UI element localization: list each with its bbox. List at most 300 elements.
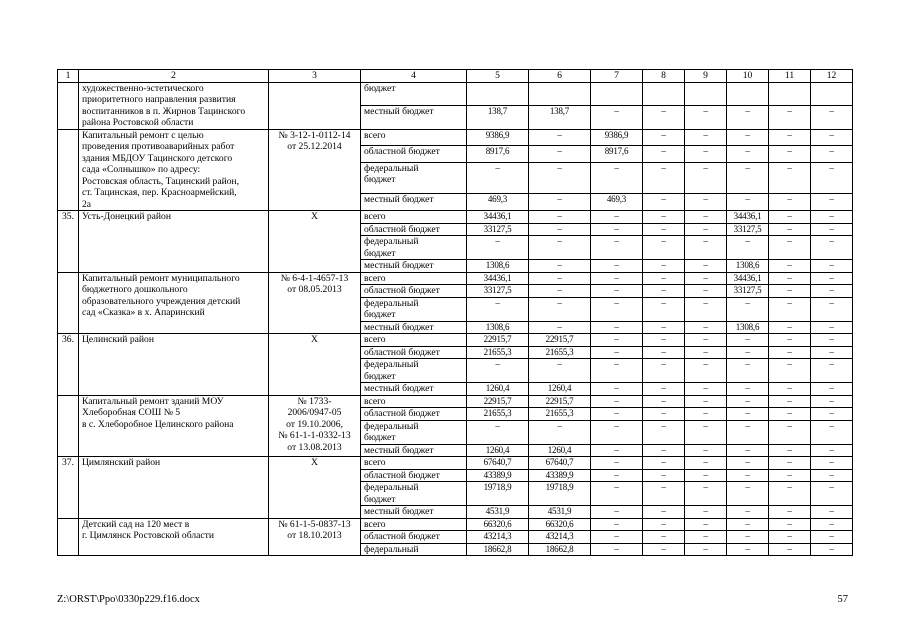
amount-cell: – [769,506,811,519]
amount-cell: – [811,162,853,194]
funding-source: местный бюджет [361,444,467,457]
amount-cell: – [811,469,853,482]
column-number: 10 [727,70,769,83]
amount-cell [727,82,769,106]
amount-cell: – [811,321,853,334]
amount-cell: 4531,9 [529,506,591,519]
amount-cell: 1308,6 [727,321,769,334]
amount-cell: – [811,444,853,457]
amount-cell: – [643,223,685,236]
amount-cell: – [643,236,685,260]
amount-cell: – [685,260,727,273]
amount-cell: – [591,531,643,544]
amount-cell: – [591,518,643,531]
amount-cell [643,82,685,106]
amount-cell: – [769,383,811,396]
amount-cell: 22915,7 [467,395,529,408]
amount-cell: – [727,129,769,146]
amount-cell: 4531,9 [467,506,529,519]
table-row [58,518,853,531]
amount-cell: 1308,6 [727,260,769,273]
amount-cell: – [643,106,685,130]
amount-cell: – [727,531,769,544]
amount-cell: 18662,8 [529,543,591,556]
amount-cell: – [685,346,727,359]
amount-cell: – [591,297,643,321]
amount-cell: – [769,457,811,470]
amount-cell: – [643,334,685,347]
column-number: 2 [79,70,269,83]
amount-cell [467,82,529,106]
funding-source: местный бюджет [361,260,467,273]
amount-cell: – [811,334,853,347]
amount-cell: – [529,223,591,236]
amount-cell: 469,3 [467,194,529,211]
amount-cell: – [643,211,685,224]
amount-cell: – [591,395,643,408]
object-name: Капитальный ремонт с целью проведения противоаварийных работ здания МБДОУ Тацинского детского сада «Солнышко» по адресу: Ростовская область, Тацинский район, ст. Тацинская, пер. Красноармейский, 2а [79,129,269,211]
amount-cell: – [769,223,811,236]
document-reference: Х [269,211,361,273]
amount-cell: 138,7 [467,106,529,130]
amount-cell: – [467,162,529,194]
amount-cell: – [643,321,685,334]
item-number: 37. [58,457,79,519]
amount-cell: – [811,482,853,506]
amount-cell: – [769,211,811,224]
amount-cell: – [467,297,529,321]
column-number: 7 [591,70,643,83]
amount-cell: – [811,146,853,163]
amount-cell: – [769,285,811,298]
amount-cell: 66320,6 [529,518,591,531]
amount-cell: – [643,408,685,421]
amount-cell: – [643,359,685,383]
amount-cell: 21655,3 [467,346,529,359]
amount-cell: – [467,236,529,260]
amount-cell: – [769,321,811,334]
amount-cell: – [591,106,643,130]
amount-cell: – [643,346,685,359]
table-row [58,395,853,408]
amount-cell: 33127,5 [467,285,529,298]
amount-cell: – [643,146,685,163]
object-name: Усть-Донецкий район [79,211,269,273]
amount-cell: – [769,531,811,544]
amount-cell: – [811,395,853,408]
amount-cell: – [727,518,769,531]
amount-cell: – [811,346,853,359]
column-number: 6 [529,70,591,83]
amount-cell: – [643,420,685,444]
amount-cell: – [769,469,811,482]
amount-cell: – [685,211,727,224]
funding-source: федеральный бюджет [361,482,467,506]
amount-cell: – [685,272,727,285]
amount-cell: – [685,162,727,194]
funding-source: местный бюджет [361,194,467,211]
amount-cell: – [591,408,643,421]
funding-source: областной бюджет [361,146,467,163]
amount-cell: – [643,531,685,544]
amount-cell: – [811,106,853,130]
amount-cell: – [685,321,727,334]
amount-cell: – [529,194,591,211]
funding-source: местный бюджет [361,383,467,396]
funding-source: областной бюджет [361,346,467,359]
amount-cell: – [467,420,529,444]
amount-cell: 43214,3 [529,531,591,544]
amount-cell: – [811,129,853,146]
page-number: 57 [837,594,848,605]
amount-cell: – [529,359,591,383]
funding-source: областной бюджет [361,285,467,298]
amount-cell: – [685,420,727,444]
amount-cell: – [727,482,769,506]
column-number: 4 [361,70,467,83]
amount-cell: – [685,531,727,544]
amount-cell: – [529,285,591,298]
amount-cell: 1260,4 [529,383,591,396]
amount-cell: – [811,236,853,260]
amount-cell: – [685,383,727,396]
amount-cell: – [591,334,643,347]
table-row [58,457,853,470]
amount-cell: – [685,359,727,383]
funding-source: областной бюджет [361,531,467,544]
amount-cell: – [727,236,769,260]
amount-cell: – [591,444,643,457]
amount-cell: – [529,297,591,321]
document-reference: № 61-1-5-0837-13 от 18.10.2013 [269,518,361,556]
amount-cell: 43389,9 [529,469,591,482]
amount-cell: – [591,482,643,506]
funding-source: федеральный бюджет [361,420,467,444]
amount-cell: 34436,1 [727,272,769,285]
amount-cell: – [727,457,769,470]
amount-cell: – [591,236,643,260]
amount-cell: – [529,211,591,224]
amount-cell: – [769,543,811,556]
amount-cell: – [591,457,643,470]
amount-cell: – [591,321,643,334]
amount-cell: – [811,194,853,211]
amount-cell: 21655,3 [529,408,591,421]
amount-cell: – [727,194,769,211]
amount-cell: – [769,482,811,506]
amount-cell: – [769,162,811,194]
funding-source: местный бюджет [361,506,467,519]
amount-cell: 138,7 [529,106,591,130]
amount-cell: – [685,285,727,298]
amount-cell: – [685,457,727,470]
object-name: Цимлянский район [79,457,269,519]
amount-cell: – [811,272,853,285]
column-number: 1 [58,70,79,83]
amount-cell: – [811,518,853,531]
amount-cell: 1260,4 [467,383,529,396]
amount-cell: – [769,146,811,163]
funding-source: федеральный бюджет [361,359,467,383]
funding-source: всего [361,211,467,224]
table-row [58,82,853,106]
amount-cell: 34436,1 [467,272,529,285]
amount-cell: – [643,162,685,194]
amount-cell: – [685,408,727,421]
object-name: Капитальный ремонт муниципального бюджетного дошкольного образовательного учреждения детский сад «Сказка» в х. Апаринский [79,272,269,334]
amount-cell: – [769,359,811,383]
document-reference: Х [269,334,361,396]
amount-cell: – [727,359,769,383]
amount-cell: – [643,506,685,519]
amount-cell: 8917,6 [591,146,643,163]
amount-cell: – [591,346,643,359]
funding-source: бюджет [361,82,467,106]
amount-cell: 8917,6 [467,146,529,163]
amount-cell: – [769,260,811,273]
amount-cell: 43389,9 [467,469,529,482]
amount-cell: 66320,6 [467,518,529,531]
amount-cell: – [811,420,853,444]
amount-cell: – [643,285,685,298]
amount-cell: – [769,346,811,359]
amount-cell: – [727,297,769,321]
amount-cell: – [685,444,727,457]
funding-source: областной бюджет [361,469,467,482]
amount-cell: 22915,7 [467,334,529,347]
funding-source: всего [361,272,467,285]
amount-cell: – [643,395,685,408]
column-number: 8 [643,70,685,83]
amount-cell: – [811,260,853,273]
amount-cell: – [727,395,769,408]
funding-source: областной бюджет [361,408,467,421]
table-row [58,211,853,224]
amount-cell: – [591,359,643,383]
amount-cell: – [643,194,685,211]
amount-cell: – [591,162,643,194]
amount-cell: – [685,482,727,506]
header-row [58,70,853,83]
funding-source: всего [361,457,467,470]
item-number [58,395,79,457]
amount-cell: – [529,146,591,163]
amount-cell: – [685,297,727,321]
amount-cell: – [811,285,853,298]
amount-cell: – [769,129,811,146]
amount-cell: – [591,543,643,556]
amount-cell: – [811,383,853,396]
amount-cell: – [529,236,591,260]
amount-cell: 1308,6 [467,260,529,273]
amount-cell: 9386,9 [591,129,643,146]
amount-cell [529,82,591,106]
amount-cell: – [769,106,811,130]
funding-source: федеральный бюджет [361,297,467,321]
amount-cell: 33127,5 [727,285,769,298]
amount-cell: – [529,272,591,285]
amount-cell [811,82,853,106]
amount-cell: 34436,1 [727,211,769,224]
amount-cell: – [811,408,853,421]
amount-cell: – [685,543,727,556]
amount-cell: – [591,211,643,224]
amount-cell: 19718,9 [467,482,529,506]
amount-cell: – [529,129,591,146]
amount-cell: – [643,543,685,556]
amount-cell: 22915,7 [529,395,591,408]
funding-source: федеральный бюджет [361,162,467,194]
amount-cell: – [811,223,853,236]
amount-cell: – [727,506,769,519]
amount-cell: – [529,420,591,444]
amount-cell: – [685,236,727,260]
object-name: Детский сад на 120 мест в г. Цимлянск Ростовской области [79,518,269,556]
amount-cell: 1260,4 [529,444,591,457]
amount-cell: – [685,129,727,146]
amount-cell: – [643,260,685,273]
amount-cell: – [727,543,769,556]
amount-cell: – [727,420,769,444]
item-number: 36. [58,334,79,396]
amount-cell: – [529,162,591,194]
amount-cell [769,82,811,106]
item-number [58,272,79,334]
amount-cell: – [685,223,727,236]
amount-cell: 21655,3 [529,346,591,359]
amount-cell: – [811,297,853,321]
table-row [58,272,853,285]
amount-cell: 43214,3 [467,531,529,544]
amount-cell: – [727,334,769,347]
document-reference [269,82,361,129]
amount-cell: – [769,444,811,457]
amount-cell: – [591,469,643,482]
funding-source: федеральный бюджет [361,236,467,260]
column-number: 11 [769,70,811,83]
amount-cell: – [643,518,685,531]
amount-cell: – [811,543,853,556]
amount-cell [685,82,727,106]
amount-cell: – [685,395,727,408]
amount-cell: – [727,408,769,421]
amount-cell: 469,3 [591,194,643,211]
funding-source: федеральный [361,543,467,556]
budget-table [57,69,853,556]
amount-cell: – [643,297,685,321]
document-reference: № 6-4-1-4657-13 от 08.05.2013 [269,272,361,334]
amount-cell: – [811,531,853,544]
column-number: 12 [811,70,853,83]
amount-cell: – [685,194,727,211]
amount-cell: 33127,5 [727,223,769,236]
amount-cell: – [591,223,643,236]
amount-cell: – [769,518,811,531]
amount-cell: – [727,346,769,359]
amount-cell: – [643,383,685,396]
amount-cell: – [467,359,529,383]
amount-cell: – [643,482,685,506]
amount-cell: – [727,106,769,130]
amount-cell: – [769,420,811,444]
amount-cell [591,82,643,106]
column-number: 5 [467,70,529,83]
amount-cell: 22915,7 [529,334,591,347]
amount-cell: – [591,420,643,444]
amount-cell: – [727,444,769,457]
amount-cell: – [727,469,769,482]
funding-source: всего [361,395,467,408]
amount-cell: – [643,272,685,285]
amount-cell: – [769,395,811,408]
funding-source: всего [361,334,467,347]
amount-cell: – [769,297,811,321]
amount-cell: 67640,7 [529,457,591,470]
amount-cell: 9386,9 [467,129,529,146]
amount-cell: – [591,260,643,273]
amount-cell: – [529,260,591,273]
document-reference: № 3-12-1-0112-14 от 25.12.2014 [269,129,361,211]
amount-cell: – [769,272,811,285]
column-number: 3 [269,70,361,83]
amount-cell: 1308,6 [467,321,529,334]
footer-file-path: Z:\ORST\Ppo\0330p229.f16.docx [57,594,200,605]
amount-cell: – [643,444,685,457]
amount-cell: 67640,7 [467,457,529,470]
amount-cell: 33127,5 [467,223,529,236]
table-row [58,129,853,146]
item-number [58,82,79,129]
amount-cell: – [591,285,643,298]
document-reference: Х [269,457,361,519]
object-name: художественно-эстетического приоритетного направления развития воспитанников в п. Жирнов Тацинского района Ростовской области [79,82,269,129]
item-number [58,518,79,556]
amount-cell: – [769,408,811,421]
amount-cell: – [811,457,853,470]
amount-cell: – [685,469,727,482]
amount-cell: – [643,457,685,470]
funding-source: всего [361,129,467,146]
amount-cell: – [727,162,769,194]
funding-source: местный бюджет [361,106,467,130]
item-number: 35. [58,211,79,273]
amount-cell: – [685,506,727,519]
amount-cell: – [685,106,727,130]
amount-cell: 1260,4 [467,444,529,457]
amount-cell: – [643,469,685,482]
funding-source: местный бюджет [361,321,467,334]
column-number: 9 [685,70,727,83]
amount-cell: – [685,518,727,531]
amount-cell: 21655,3 [467,408,529,421]
funding-source: всего [361,518,467,531]
amount-cell: – [685,334,727,347]
amount-cell: 18662,8 [467,543,529,556]
table-row [58,334,853,347]
amount-cell: 34436,1 [467,211,529,224]
amount-cell: – [591,383,643,396]
funding-source: областной бюджет [361,223,467,236]
amount-cell: – [769,236,811,260]
amount-cell: – [529,321,591,334]
amount-cell: – [811,506,853,519]
amount-cell: – [811,359,853,383]
amount-cell: – [811,211,853,224]
amount-cell: – [685,146,727,163]
amount-cell: – [727,383,769,396]
object-name: Целинский район [79,334,269,396]
amount-cell: – [591,272,643,285]
